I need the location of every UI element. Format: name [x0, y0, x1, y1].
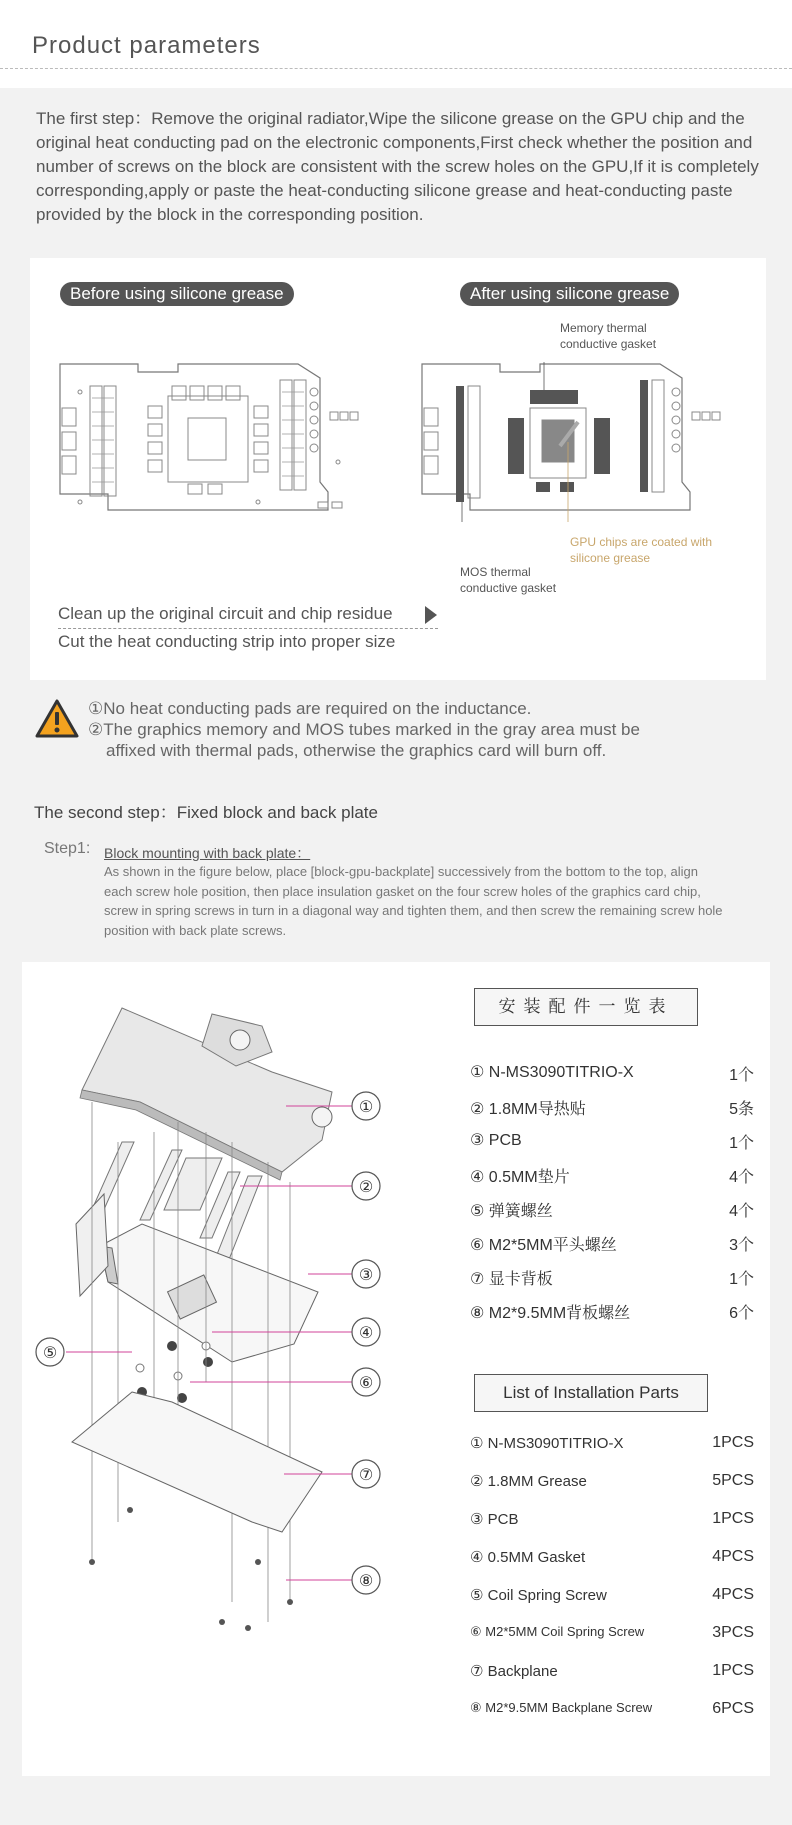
callout-memory-gasket: Memory thermal conductive gasket: [560, 321, 657, 351]
cleanup-text: Clean up the original circuit and chip residue: [58, 604, 393, 623]
after-label: After using silicone grease: [460, 282, 679, 306]
list-item: ① N-MS3090TITRIO-X 1个: [470, 1064, 754, 1084]
page-header: [0, 0, 792, 88]
warning-line-1: ①No heat conducting pads are required on the inductance.: [88, 699, 532, 718]
list-item: ② 1.8MM Grease 5PCS: [470, 1472, 754, 1490]
header-divider: [0, 68, 792, 69]
callout-mos-gasket: MOS thermal conductive gasket: [460, 565, 557, 595]
pcb-after-diagram: [420, 362, 738, 522]
parts-list-title-en: List of Installation Parts: [474, 1374, 708, 1412]
callout-6: ⑥: [358, 1373, 374, 1392]
list-item: ⑧ M2*9.5MM Backplane Screw 6PCS: [470, 1700, 754, 1717]
silicone-grease-panel: [30, 258, 766, 680]
list-item: ③ PCB 1PCS: [470, 1510, 754, 1528]
cleanup-step: [58, 604, 438, 629]
cut-step: Cut the heat conducting strip into proper size: [58, 632, 396, 651]
second-step-title: The second step：Fixed block and back plate: [34, 803, 378, 822]
list-item: ⑤ 弹簧螺丝 4个: [470, 1203, 754, 1220]
list-item: ③ PCB 1个: [470, 1132, 754, 1152]
list-item: ⑦ 显卡背板 1个: [470, 1271, 754, 1288]
step-label: Step1:: [44, 840, 91, 857]
before-label: Before using silicone grease: [60, 282, 294, 306]
callout-3: ③: [358, 1265, 374, 1284]
parts-list-title-cn: 安装配件一览表: [474, 988, 698, 1026]
list-item: ④ 0.5MM Gasket 4PCS: [470, 1548, 754, 1566]
installation-panel: [22, 962, 770, 1776]
list-item: ⑦ Backplane 1PCS: [470, 1662, 754, 1680]
callout-8: ⑧: [358, 1571, 374, 1590]
callout-7: ⑦: [358, 1465, 374, 1484]
warning-line-2: ②The graphics memory and MOS tubes marked in the gray area must be: [88, 720, 640, 739]
callout-4: ④: [358, 1323, 374, 1342]
callout-1: ①: [358, 1097, 374, 1116]
spring-screws: [137, 1341, 213, 1403]
list-item: ⑤ Coil Spring Screw 4PCS: [470, 1586, 754, 1604]
callout-gpu-grease: GPU chips are coated with silicone grease: [570, 535, 713, 565]
pcb-board: [100, 1224, 318, 1362]
list-item: ⑥ M2*5MM平头螺丝 3个: [470, 1237, 754, 1254]
exploded-view-diagram: [22, 962, 462, 1776]
step-subtitle: Block mounting with back plate：: [104, 845, 311, 861]
list-item: ⑥ M2*5MM Coil Spring Screw 3PCS: [470, 1624, 754, 1641]
warning-triangle-icon: [34, 698, 80, 740]
callout-2: ②: [358, 1177, 374, 1196]
arrow-right-icon: [425, 606, 437, 624]
step-description: As shown in the figure below, place [block-gpu-backplate] successively from the bottom to the top, align each screw hole position, then place insulation gasket on the four screw holes of the graphics card chip, screw in spring screws in turn in a diagonal way and tighten them, and then screw the remaining screw hole position with back plate screws.: [104, 864, 723, 938]
list-item: ② 1.8MM导热贴 5条: [470, 1101, 754, 1118]
warning-notes: [88, 698, 778, 761]
list-item: ① N-MS3090TITRIO-X 1PCS: [470, 1434, 754, 1452]
list-item: ④ 0.5MM垫片 4个: [470, 1169, 754, 1186]
callout-5: ⑤: [42, 1343, 58, 1362]
step1-paragraph: The first step：Remove the original radiator,Wipe the silicone grease on the GPU chip and the original heat conducting pad on the electronic components,First check whether the position and number of screws on the block are consistent with the screw holes on the GPU,If it is completely corresponding,apply or paste the heat-conducting silicone grease and heat-conducting paste provided by the block in the corresponding position.: [36, 109, 759, 224]
warning-line-3: affixed with thermal pads, otherwise the graphics card will burn off.: [106, 741, 607, 760]
list-item: ⑧ M2*9.5MM背板螺丝 6个: [470, 1305, 754, 1322]
backplate: [72, 1392, 322, 1532]
pcb-before-diagram: [58, 362, 376, 522]
page-title: Product parameters: [32, 32, 261, 59]
